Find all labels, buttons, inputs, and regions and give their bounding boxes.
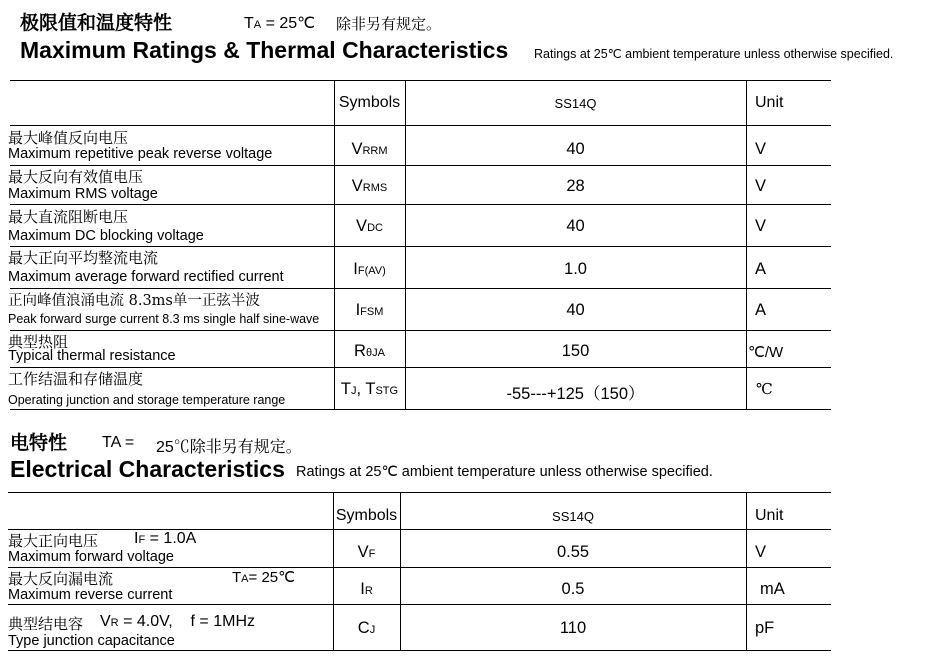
row-value: 28	[566, 177, 585, 195]
row-unit: ℃	[756, 380, 773, 398]
row-unit: V	[755, 217, 767, 235]
row-unit: A	[755, 260, 767, 278]
row-symbol: IFSM	[355, 301, 384, 319]
row-unit: mA	[760, 580, 785, 598]
table1-top-border	[10, 80, 831, 81]
row-unit: A	[755, 301, 767, 319]
table1-header-border	[10, 125, 831, 126]
ta-value: = 25℃	[265, 15, 316, 32]
table1-col-divider	[746, 80, 747, 410]
row-label-en: Operating junction and storage temperature range	[8, 393, 286, 407]
row-symbol: TJ, TSTG	[340, 380, 399, 398]
table2-header-part: SS14Q	[552, 509, 594, 524]
section2-title-en: Electrical Characteristics	[10, 456, 285, 482]
row-symbol: IF(AV)	[353, 260, 386, 278]
section1-note-en: Ratings at 25℃ ambient temperature unless otherwise specified.	[534, 47, 894, 61]
ta-subscript: A	[253, 19, 262, 31]
row-label-cn: 最大正向平均整流电流	[8, 249, 159, 267]
row-label-en: Maximum RMS voltage	[8, 186, 158, 202]
table1-row-border	[10, 330, 831, 331]
row-label-cn: 最大直流阻断电压	[8, 208, 129, 226]
row-label-en: Maximum DC blocking voltage	[8, 228, 204, 244]
row-label-cn: 典型热阻	[8, 333, 69, 351]
row-label-cn: 最大反向有效值电压	[8, 168, 144, 186]
row-value: 40	[566, 301, 585, 319]
section1-ta	[244, 13, 315, 33]
row-value: 0.5	[561, 580, 585, 598]
row-symbol: VRRM	[351, 140, 388, 158]
row-symbol: RθJA	[354, 342, 385, 360]
section2-ta-value: 25℃除非另有规定。	[156, 439, 302, 456]
ta-symbol: T	[244, 15, 254, 32]
row-symbol: VRMS	[351, 177, 388, 195]
row-value: 110	[559, 619, 587, 637]
section1-note-cn: 除非另有规定。	[336, 15, 442, 33]
table2-row-border	[8, 567, 831, 568]
table1-header-symbols: Symbols	[338, 94, 401, 111]
row-label-cn: 最大峰值反向电压	[8, 129, 129, 147]
table1-header-part: SS14Q	[554, 96, 597, 111]
table1-header-unit: Unit	[755, 94, 784, 111]
row-symbol: VDC	[356, 217, 383, 235]
row-label-en: Type junction capacitance	[8, 633, 175, 649]
section1-title-en: Maximum Ratings & Thermal Characteristics	[20, 37, 509, 63]
row-unit: V	[755, 177, 767, 195]
row-label-en: Maximum forward voltage	[8, 549, 174, 565]
row-label-cn: 工作结温和存储温度	[8, 370, 144, 388]
table1-bottom-border	[10, 409, 831, 410]
row-value: 150	[561, 342, 590, 360]
row-unit: V	[755, 140, 767, 158]
row-label-cn: 正向峰值浪涌电流 8.3ms单一正弦半波	[8, 293, 260, 309]
table2-header-border	[8, 529, 831, 530]
row-label-cn: 最大反向漏电流	[8, 570, 114, 588]
row-label-en: Peak forward surge current 8.3 ms single half sine-wave	[8, 312, 320, 326]
table2-header-unit: Unit	[755, 507, 784, 524]
row-unit: ℃/W	[748, 344, 784, 361]
row-value: 40	[566, 217, 585, 235]
table1-row-border	[10, 204, 831, 205]
row-label-en: Typical thermal resistance	[8, 348, 176, 364]
section1-title-cn: 极限值和温度特性	[20, 12, 173, 34]
row-unit: V	[755, 543, 767, 561]
row-label-cn: 典型结电容	[8, 615, 84, 633]
section2-note-en: Ratings at 25℃ ambient temperature unless otherwise specified.	[296, 464, 713, 480]
row-symbol: CJ	[357, 619, 376, 637]
section2-title-cn: 电特性	[10, 432, 68, 454]
table2-row-border	[8, 604, 831, 605]
table2-bottom-border	[8, 650, 831, 651]
row-condition: TA= 25℃	[232, 569, 295, 586]
row-condition: IF = 1.0A	[134, 530, 197, 547]
row-symbol: IR	[360, 580, 373, 598]
row-value: -55---+125（150）	[506, 385, 645, 403]
row-value: 0.55	[556, 543, 590, 561]
table2-col-divider	[746, 492, 747, 651]
row-label-en: Maximum repetitive peak reverse voltage	[8, 146, 273, 162]
row-unit: pF	[755, 619, 775, 637]
table2-top-border	[8, 492, 831, 493]
row-value: 40	[566, 140, 585, 158]
section2-ta: TA =	[102, 434, 135, 451]
row-label-en: Maximum average forward rectified current	[8, 269, 284, 285]
row-label-cn: 最大正向电压	[8, 532, 99, 550]
row-value: 1.0	[564, 260, 587, 278]
row-condition: VR = 4.0V, f = 1MHz	[100, 613, 255, 630]
row-symbol: VF	[357, 543, 376, 561]
row-label-en: Maximum reverse current	[8, 587, 173, 603]
table2-header-symbols: Symbols	[335, 507, 398, 524]
